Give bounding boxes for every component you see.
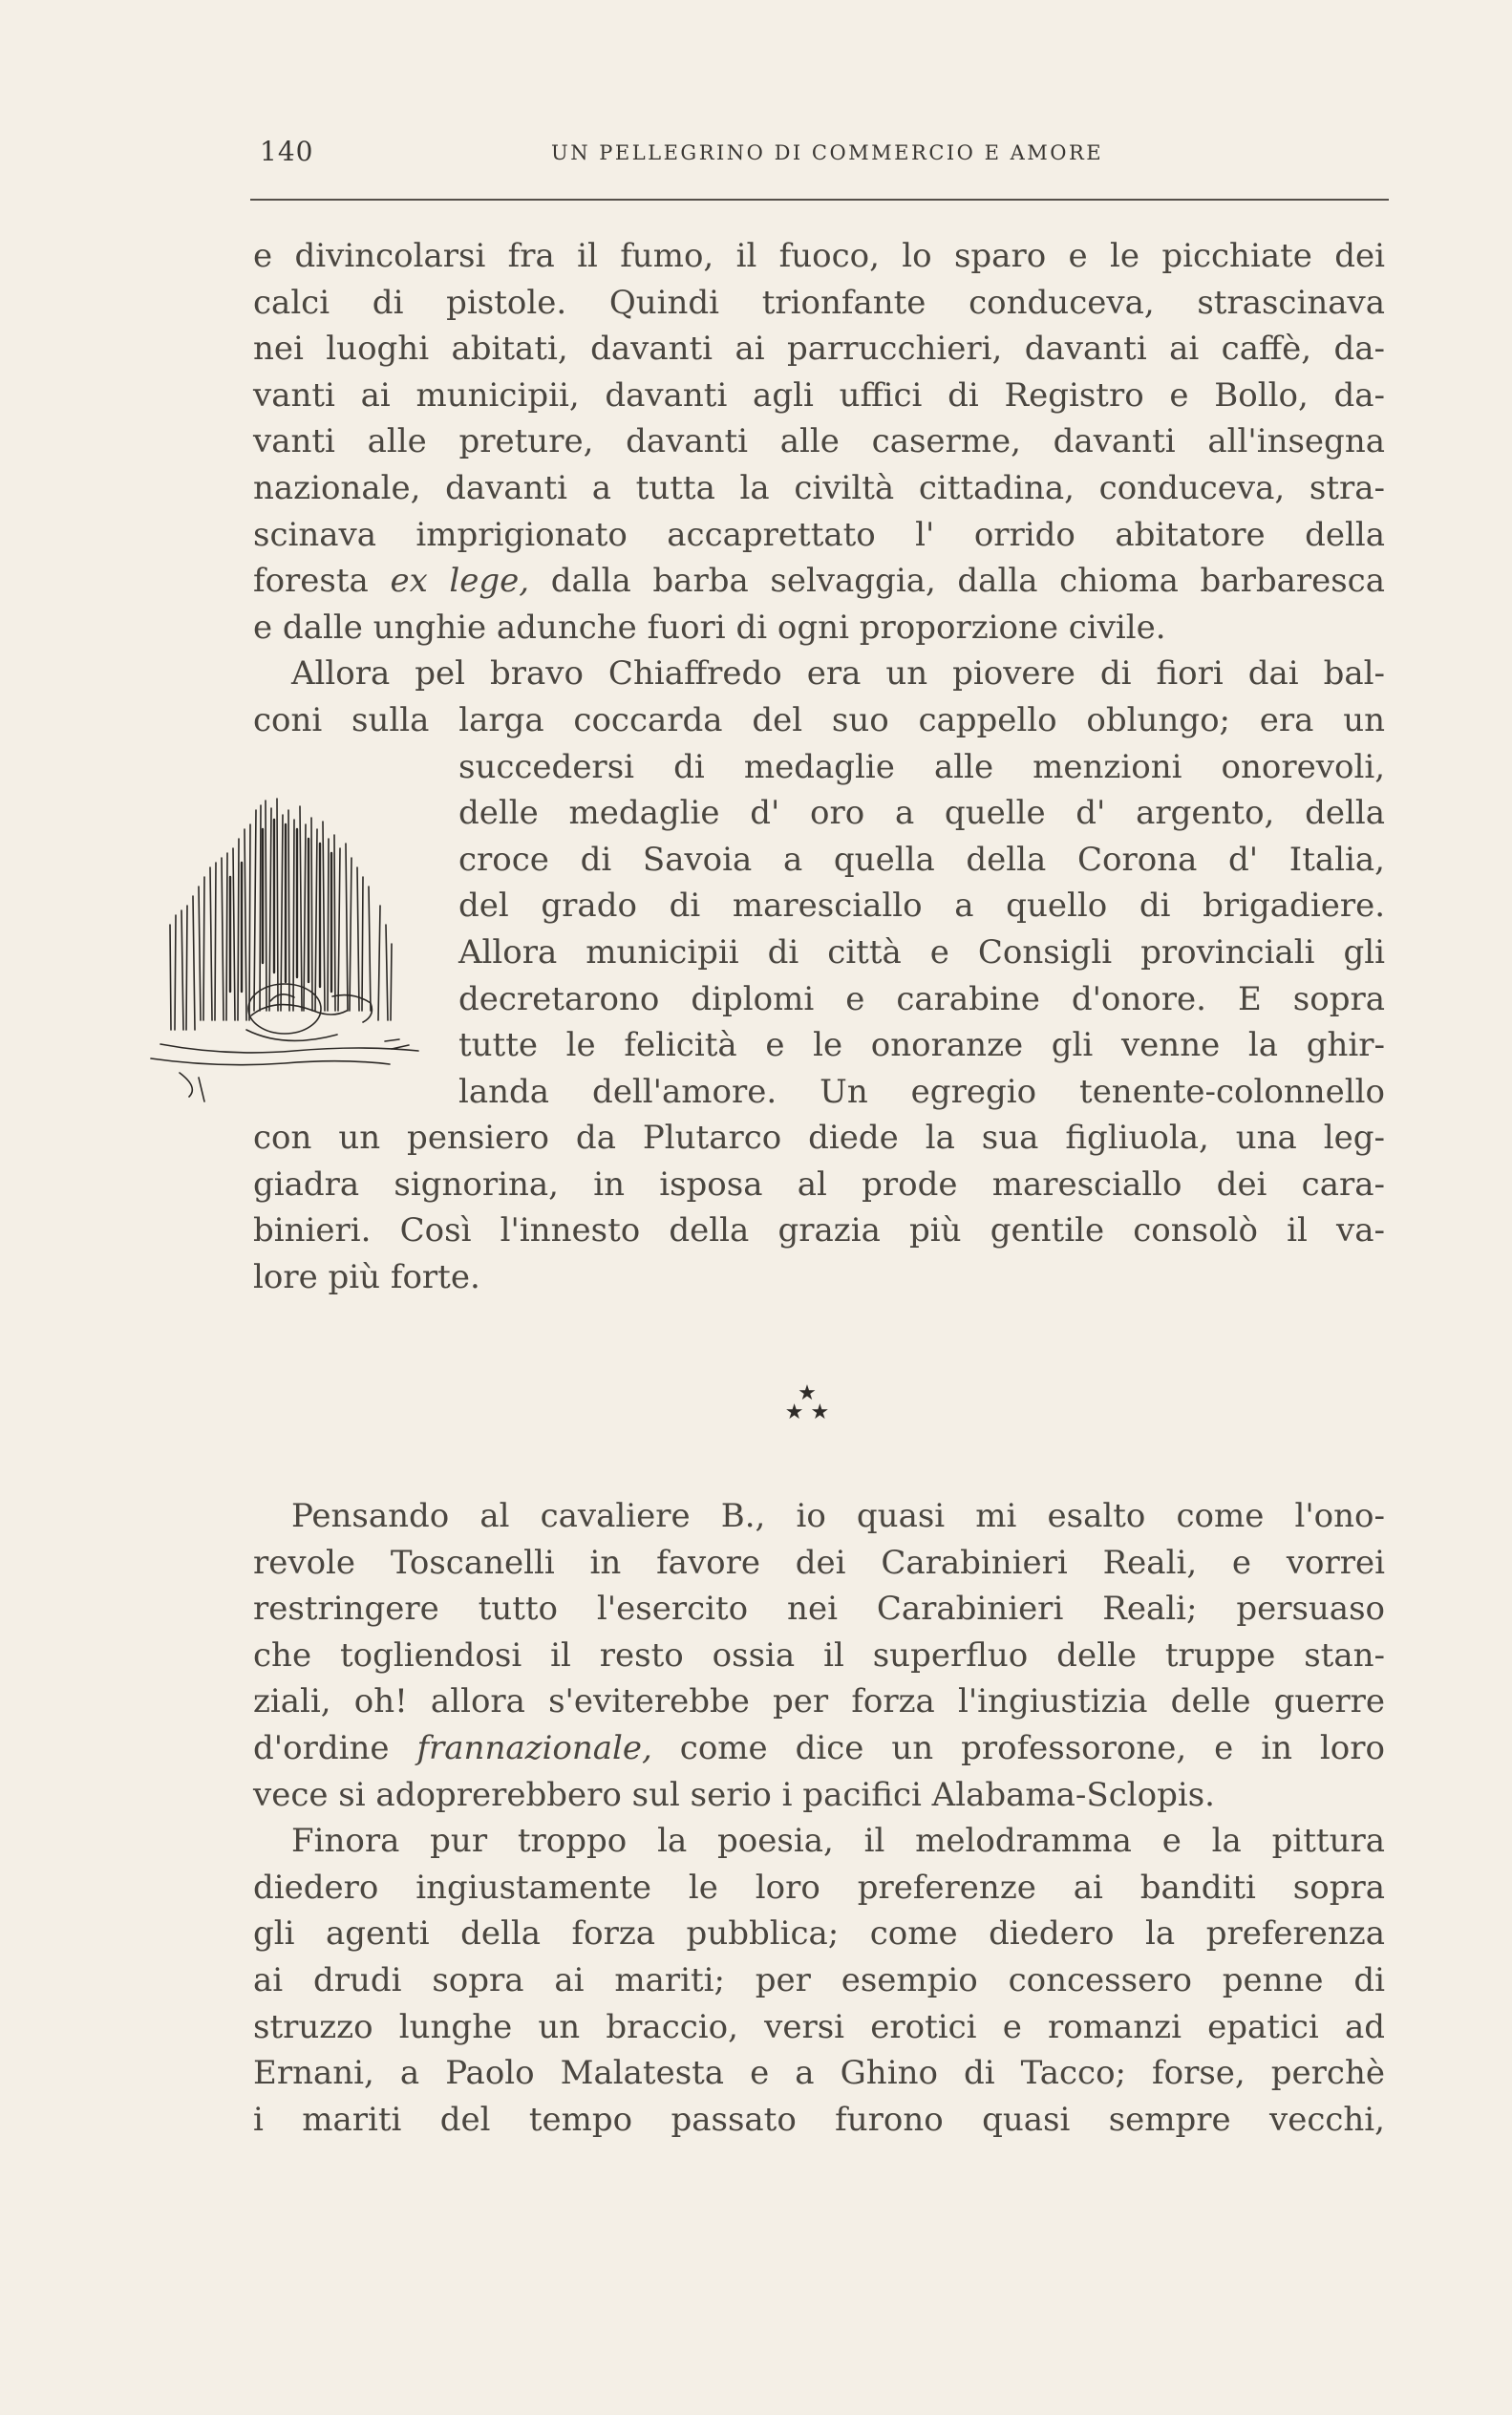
text-line: nei luoghi abitati, davanti ai parrucchieri, davanti ai caffè, da-: [253, 330, 1385, 369]
text-run: dalla barba selvaggia, dalla chioma barbaresca: [529, 562, 1385, 601]
text-line: i mariti del tempo passato furono quasi sempre vecchi,: [253, 2100, 1385, 2139]
text-line: [253, 1725, 1385, 1772]
text-line: ai drudi sopra ai mariti; per esempio concessero penne di: [253, 1960, 1385, 1999]
star-glyph: ★: [798, 1381, 817, 1405]
header-rule: [250, 199, 1389, 201]
text-line: Finora pur troppo la poesia, il melodramma e la pittura: [291, 1822, 1385, 1861]
text-line: Allora municipii di città e Consigli provinciali gli: [458, 932, 1385, 972]
text-line: delle medaglie d' oro a quelle d' argento, della: [458, 794, 1385, 833]
text-run: foresta: [253, 562, 391, 601]
running-title: UN PELLEGRINO DI COMMERCIO E AMORE: [551, 141, 1104, 164]
text-line: decretarono diplomi e carabine d'onore. E sopra: [458, 979, 1385, 1018]
text-line: scinava imprigionato accaprettato l' orrido abitatore della: [253, 515, 1385, 554]
text-line: croce di Savoia a quella della Corona d' Italia,: [458, 840, 1385, 879]
text-line: e divincolarsi fra il fumo, il fuoco, lo sparo e le picchiate dei: [253, 237, 1385, 275]
text-line: gli agenti della forza pubblica; come diedero la preferenza: [253, 1914, 1385, 1954]
section-asterism: [764, 1381, 850, 1442]
text-line: vece si adoprerebbero sul serio i pacifici Alabama-Sclopis.: [253, 1775, 1215, 1814]
text-line: con un pensiero da Plutarco diede la sua figliuola, una leg-: [253, 1119, 1385, 1158]
text-line: giadra signorina, in isposa al prode maresciallo dei cara-: [253, 1165, 1385, 1204]
text-line: vanti ai municipii, davanti agli uffici di Registro e Bollo, da-: [253, 375, 1385, 415]
italic-phrase: frannazionale,: [416, 1728, 652, 1767]
text-line: binieri. Così l'innesto della grazia più gentile consolò il va-: [253, 1211, 1385, 1250]
text-line: Allora pel bravo Chiaffredo era un piovere di fiori dai bal-: [291, 654, 1385, 694]
text-line: che togliendosi il resto ossia il superfluo delle truppe stan-: [253, 1635, 1385, 1675]
text-run: d'ordine: [253, 1728, 417, 1767]
illustration-vignette: [141, 772, 428, 1116]
text-line: vanti alle preture, davanti alle caserme, davanti all'insegna: [253, 422, 1385, 461]
text-line: diedero ingiustamente le loro preferenze ai banditi sopra: [253, 1868, 1385, 1907]
text-line: calci di pistole. Quindi trionfante conduceva, strascinava: [253, 283, 1385, 322]
text-line: Pensando al cavaliere B., io quasi mi esalto come l'ono-: [291, 1497, 1385, 1535]
star-glyph: ★ ★: [784, 1400, 830, 1424]
paragraph-block-1: [253, 233, 1385, 1301]
text-line: del grado di maresciallo a quello di brigadiere.: [458, 887, 1385, 926]
text-line: restringere tutto l'esercito nei Carabinieri Reali; persuaso: [253, 1590, 1385, 1629]
text-line: nazionale, davanti a tutta la civiltà cittadina, conduceva, stra-: [253, 468, 1385, 507]
paragraph-block-2: [253, 1493, 1385, 2143]
text-line: revole Toscanelli in favore dei Carabinieri Reali, e vorrei: [253, 1543, 1385, 1582]
text-line: succedersi di medaglie alle menzioni onorevoli,: [458, 747, 1385, 786]
italic-phrase: ex lege,: [390, 562, 530, 601]
text-line: [253, 558, 1385, 605]
text-line: coni sulla larga coccarda del suo cappello oblungo; era un: [253, 700, 1385, 739]
text-line: ziali, oh! allora s'eviterebbe per forza l'ingiustizia delle guerre: [253, 1682, 1385, 1721]
text-line: struzzo lunghe un braccio, versi erotici e romanzi epatici ad: [253, 2007, 1385, 2046]
page-number: 140: [260, 136, 314, 167]
text-run: come dice un professorone, e in loro: [651, 1728, 1385, 1767]
page-header: [260, 136, 1387, 174]
text-line: tutte le felicità e le onoranze gli venne la ghir-: [458, 1026, 1385, 1065]
text-line: landa dell'amore. Un egregio tenente-colonnello: [458, 1072, 1385, 1111]
text-line: e dalle unghie adunche fuori di ogni proporzione civile.: [253, 608, 1166, 647]
text-line: lore più forte.: [253, 1258, 480, 1297]
text-line: Ernani, a Paolo Malatesta e a Ghino di Tacco; forse, perchè: [253, 2054, 1385, 2093]
